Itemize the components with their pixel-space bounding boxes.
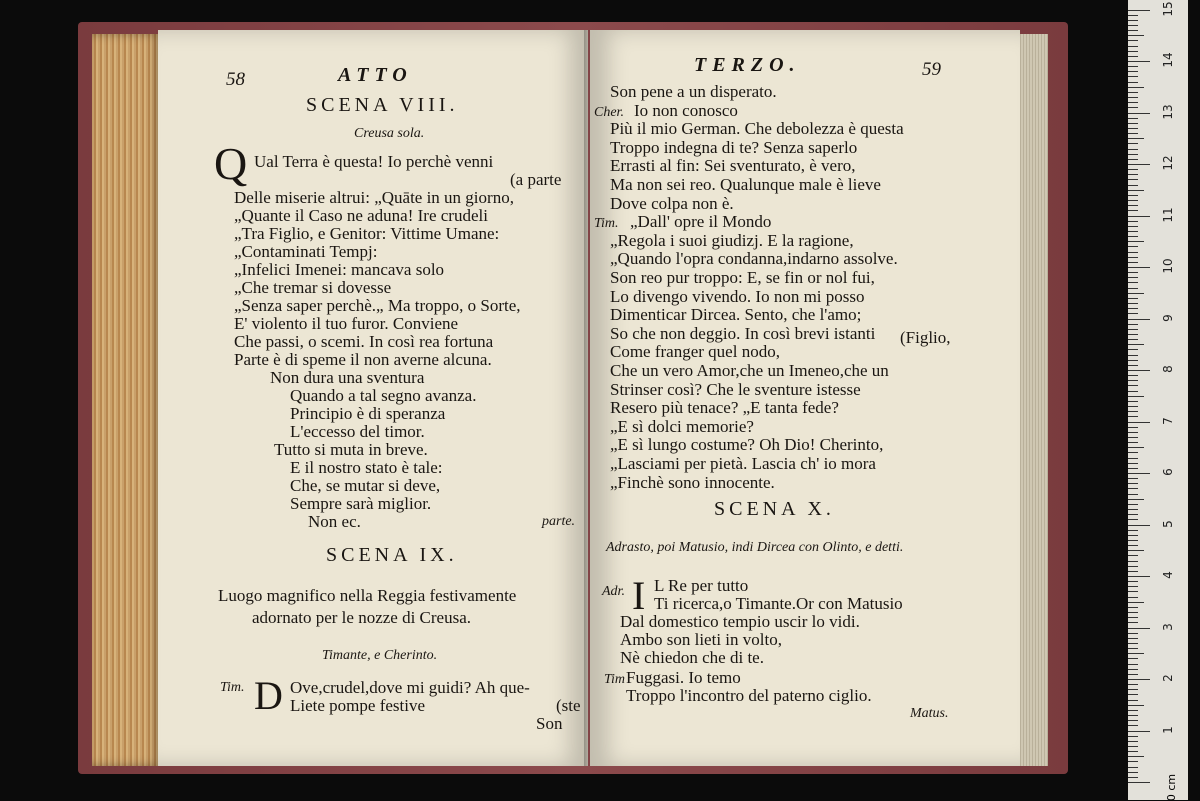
verse-line: „E sì lungo costume? Oh Dio! Cherinto, (610, 435, 884, 455)
ruler-number: 5 (1161, 519, 1175, 528)
ruler-tick (1128, 694, 1138, 695)
verse-line: Ambo son lieti in volto, (620, 630, 782, 649)
ruler-tick (1128, 633, 1138, 634)
verse-line: Son reo pur troppo: E, se fin or nol fui, (610, 268, 875, 287)
verse-line: E' violento il tuo furor. Conviene (234, 314, 459, 333)
scene-ix-title: SCENA IX. (326, 544, 458, 566)
verse-line: „Infelici Imenei: mancava solo (234, 260, 445, 279)
ruler-tick (1128, 411, 1138, 412)
ruler-tick (1128, 741, 1138, 742)
ruler-tick (1128, 282, 1138, 283)
ruler-tick (1128, 391, 1138, 392)
ruler-number: 2 (1161, 674, 1175, 682)
ruler-tick (1128, 298, 1138, 299)
ruler-tick (1128, 277, 1138, 278)
verse-line: Io non conosco (634, 100, 738, 120)
verse-line: Errasti al fin: Sei sventurato, è vero, (610, 156, 856, 176)
ruler-tick (1128, 15, 1138, 16)
verse-line: Dimenticar Dircea. Sento, che l'amo; (610, 305, 862, 325)
verse-line: Resero più tenace? „E tanta fede? (610, 398, 839, 418)
ruler-tick (1128, 303, 1138, 304)
ruler-tick (1128, 638, 1138, 639)
ruler-tick (1128, 622, 1138, 623)
page-edges-left (92, 34, 162, 766)
verse-line: Che un vero Amor,che un Imeneo,che un (610, 361, 889, 380)
ruler-tick (1128, 607, 1138, 608)
ruler-tick (1128, 483, 1138, 484)
ruler-tick (1128, 700, 1138, 701)
ruler-tick (1128, 355, 1138, 356)
ruler-tick (1128, 200, 1138, 201)
ruler-tick (1128, 102, 1138, 103)
ruler-number: 13 (1161, 103, 1175, 120)
ruler-number: 8 (1161, 365, 1175, 373)
ruler-tick (1128, 720, 1138, 721)
verse-line: „Quando l'opra condanna,indarno assolve. (610, 249, 898, 269)
verse-line: „Quante il Caso ne aduna! Ire crudeli (234, 206, 488, 225)
ruler-tick (1128, 288, 1138, 289)
ruler-number: 10 (1161, 258, 1175, 274)
ruler-tick (1128, 138, 1144, 139)
ruler-number: 9 (1161, 313, 1175, 322)
ruler-tick (1128, 576, 1150, 577)
ruler-tick (1128, 51, 1138, 52)
ruler-tick (1128, 679, 1150, 680)
ruler-tick (1128, 504, 1138, 505)
verse-line: parte. (542, 514, 576, 529)
ruler-tick (1128, 380, 1138, 381)
scene-title: SCENA VIII. (306, 94, 459, 116)
left-page (158, 30, 588, 766)
verse-line: Non dura una sventura (270, 368, 425, 387)
ruler-tick (1128, 195, 1138, 196)
ruler-tick (1128, 746, 1138, 747)
ruler-tick (1128, 401, 1138, 402)
ruler-tick (1128, 488, 1138, 489)
ruler-tick (1128, 113, 1150, 114)
page-number: 59 (922, 59, 941, 80)
ruler-tick (1128, 123, 1138, 124)
verse-line: Nè chiedon che di te. (620, 648, 764, 667)
verse-line: Come franger quel nodo, (610, 342, 780, 362)
ruler-tick (1128, 25, 1138, 26)
ruler-tick (1128, 777, 1138, 778)
ruler-tick (1128, 432, 1138, 433)
ruler-tick (1128, 339, 1138, 340)
ruler-tick (1128, 416, 1138, 417)
ruler-tick (1128, 396, 1144, 397)
ruler-tick (1128, 586, 1138, 587)
ruler-unit: 0 cm (1165, 773, 1179, 801)
ruler-tick (1128, 385, 1138, 386)
ruler-tick (1128, 370, 1150, 371)
ruler-tick (1128, 540, 1138, 541)
verse-line: Parte è di speme il non averne alcuna. (234, 350, 492, 369)
ruler-tick (1128, 262, 1138, 263)
page-edges-right (1018, 34, 1048, 766)
ruler-tick (1128, 499, 1144, 500)
verse-line: „Finchè sono innocente. (610, 472, 775, 492)
ruler-tick (1128, 658, 1138, 659)
ruler-number: 7 (1161, 416, 1175, 425)
ruler-tick (1128, 344, 1144, 345)
ruler-tick (1128, 210, 1138, 211)
ruler-tick (1128, 519, 1138, 520)
verse-line: Dal domestico tempio uscir lo vidi. (620, 612, 860, 631)
ruler-tick (1128, 252, 1138, 253)
ruler-tick (1128, 751, 1138, 752)
ruler-tick (1128, 581, 1138, 582)
ruler-tick (1128, 653, 1144, 654)
ruler-tick (1128, 669, 1138, 670)
dropcap: D (254, 673, 283, 718)
ruler-tick (1128, 422, 1150, 423)
ruler-tick (1128, 143, 1138, 144)
ruler-tick (1128, 231, 1138, 232)
ruler-number: 15 (1161, 0, 1175, 17)
ruler-tick (1128, 241, 1144, 242)
ruler-tick (1128, 725, 1138, 726)
ruler-tick (1128, 164, 1150, 165)
ruler-tick (1128, 458, 1138, 459)
ruler-tick (1128, 128, 1138, 129)
ruler-tick (1128, 437, 1138, 438)
verse-line: Sempre sarà miglior. (290, 494, 432, 513)
verse-line: L'eccesso del timor. (290, 422, 425, 441)
ruler-tick (1128, 509, 1138, 510)
ruler-tick (1128, 92, 1138, 93)
ruler-tick (1128, 375, 1138, 376)
ruler-tick (1128, 154, 1138, 155)
verse-line: Ove,crudel,dove mi guidi? Ah que- (290, 678, 530, 697)
verse-line: Ti ricerca,o Timante.Or con Matusio (654, 594, 903, 613)
ruler-tick (1128, 216, 1150, 217)
verse-line: „Tra Figlio, e Genitor: Vittime Umane: (234, 224, 500, 243)
ruler-tick (1128, 530, 1138, 531)
ruler-tick (1128, 66, 1138, 67)
ruler-tick (1128, 360, 1138, 361)
ruler-tick (1128, 97, 1138, 98)
ruler-tick (1128, 612, 1138, 613)
ruler-tick (1128, 674, 1138, 675)
verse-line: „E sì dolci memorie? (610, 416, 754, 436)
verse-line: „Lasciami per pietà. Lascia ch' io mora (610, 454, 876, 473)
ruler-tick (1128, 82, 1138, 83)
ruler-tick (1128, 478, 1138, 479)
ruler-tick (1128, 643, 1138, 644)
ruler-tick (1128, 561, 1138, 562)
ruler-tick (1128, 221, 1138, 222)
ruler-number: 3 (1161, 622, 1175, 631)
ruler-tick (1128, 10, 1150, 11)
ruler-tick (1128, 597, 1138, 598)
ruler-tick (1128, 555, 1138, 556)
ruler-tick (1128, 61, 1150, 62)
character-line: Creusa sola. (354, 126, 425, 141)
ruler-tick (1128, 159, 1138, 160)
ruler-tick (1128, 710, 1138, 711)
ruler-tick (1128, 406, 1138, 407)
ruler-tick (1128, 566, 1138, 567)
ruler-tick (1128, 705, 1144, 706)
ruler-tick (1128, 617, 1138, 618)
scene-setting: Luogo magnifico nella Reggia festivamente (218, 586, 517, 605)
ruler-tick (1128, 313, 1138, 314)
verse-line: (Figlio, (900, 328, 951, 347)
scene-characters: Adrasto, poi Matusio, indi Dircea con Olinto, e detti. (606, 540, 904, 555)
ruler-tick (1128, 550, 1144, 551)
ruler-tick (1128, 334, 1138, 335)
ruler-tick (1128, 87, 1144, 88)
ruler-number: 6 (1161, 468, 1175, 476)
ruler-tick (1128, 494, 1138, 495)
ruler-number: 14 (1161, 52, 1175, 68)
ruler-tick (1128, 226, 1138, 227)
ruler-tick (1128, 628, 1150, 629)
ruler-tick (1128, 329, 1138, 330)
ruler-tick (1128, 30, 1138, 31)
scene-x-title: SCENA X. (714, 498, 835, 520)
scene-setting: adornato per le nozze di Creusa. (252, 608, 472, 627)
speaker-label: Adr. (602, 584, 625, 599)
ruler-tick (1128, 571, 1138, 572)
ruler-tick (1128, 664, 1138, 665)
ruler-tick (1128, 715, 1138, 716)
ruler-tick (1128, 684, 1138, 685)
verse-line: Che, se mutar si deve, (290, 476, 441, 495)
ruler-tick (1128, 272, 1138, 273)
dropcap: Q (214, 138, 248, 189)
ruler-tick (1128, 76, 1138, 77)
ruler-tick (1128, 71, 1138, 72)
ruler-tick (1128, 689, 1138, 690)
speaker-label: Cher. (594, 104, 624, 120)
ruler-tick (1128, 236, 1138, 237)
ruler-tick (1128, 767, 1138, 768)
right-page (590, 30, 1020, 766)
ruler-tick (1128, 149, 1138, 150)
ruler-number: 4 (1161, 571, 1175, 579)
verse-line: Dove colpa non è. (610, 193, 734, 213)
page-number: 58 (226, 69, 245, 90)
ruler-tick (1128, 473, 1150, 474)
verse-line: „Regola i suoi giudizj. E la ragione, (610, 230, 854, 250)
ruler-tick (1128, 782, 1150, 783)
ruler-tick (1128, 205, 1138, 206)
verse-line: Non ec. (308, 512, 361, 531)
ruler-tick (1128, 535, 1138, 536)
ruler-tick (1128, 35, 1144, 36)
ruler-tick (1128, 267, 1150, 268)
ruler-tick (1128, 602, 1144, 603)
ruler-tick (1128, 308, 1138, 309)
verse-line: Strinser così? Che le sventure istesse (610, 379, 861, 399)
ruler-tick (1128, 56, 1138, 57)
scene-characters: Timante, e Cherinto. (322, 648, 438, 663)
ruler-tick (1128, 324, 1138, 325)
catchword: Son (536, 714, 563, 733)
verse-line: Tutto si muta in breve. (274, 440, 428, 459)
verse-line: Ual Terra è questa! Io perchè venni (254, 152, 494, 171)
ruler-tick (1128, 174, 1138, 175)
verse-line: (ste (556, 696, 581, 715)
ruler-tick (1128, 169, 1138, 170)
verse-line: Delle miserie altrui: „Quāte in un giorno, (234, 188, 514, 207)
speaker-label: Tim. (220, 680, 245, 695)
verse-line: Quando a tal segno avanza. (290, 386, 477, 405)
ruler-tick (1128, 463, 1138, 464)
verse-line: Son pene a un disperato. (610, 82, 777, 101)
ruler-tick (1128, 427, 1138, 428)
ruler-tick (1128, 133, 1138, 134)
running-head: TERZO. (694, 54, 801, 76)
verse-line: Più il mio German. Che debolezza è questa (610, 119, 904, 139)
verse-line: Fuggasi. Io temo (626, 668, 741, 687)
ruler-tick (1128, 525, 1150, 526)
ruler-tick (1128, 20, 1138, 21)
ruler-tick (1128, 756, 1144, 757)
verse-line: Troppo l'incontro del paterno ciglio. (626, 686, 872, 705)
dropcap: I (632, 573, 646, 618)
ruler-tick (1128, 731, 1150, 732)
catchword: Matus. (910, 706, 949, 721)
running-head: ATTO (338, 64, 413, 86)
ruler-tick (1128, 118, 1138, 119)
ruler-tick (1128, 648, 1138, 649)
ruler-tick (1128, 179, 1138, 180)
verse-line: Principio è di speranza (290, 404, 446, 423)
verse-line: Liete pompe festive (290, 696, 426, 715)
ruler-tick (1128, 761, 1138, 762)
ruler-tick (1128, 40, 1138, 41)
ruler-tick (1128, 190, 1144, 191)
ruler-number: 1 (1161, 725, 1175, 734)
verse-line: (a parte (510, 170, 562, 189)
ruler-tick (1128, 447, 1144, 448)
ruler-tick (1128, 442, 1138, 443)
verse-line: „Senza saper perchè.„ Ma troppo, o Sorte, (234, 296, 521, 315)
ruler-tick (1128, 319, 1150, 320)
verse-line: So che non deggio. In così brevi istanti (610, 323, 876, 343)
ruler-tick (1128, 46, 1138, 47)
ruler-tick (1128, 257, 1138, 258)
verse-line: Troppo indegna di te? Senza saperlo (610, 137, 858, 157)
verse-line: E il nostro stato è tale: (290, 458, 443, 477)
verse-line: „Dall' opre il Mondo (630, 212, 772, 232)
ruler-tick (1128, 349, 1138, 350)
verse-line: Lo divengo vivendo. Io non mi posso (610, 286, 865, 306)
ruler-tick (1128, 772, 1138, 773)
ruler-number: 11 (1161, 206, 1175, 223)
ruler-tick (1128, 365, 1138, 366)
verse-line: „Contaminati Tempj: (234, 242, 378, 261)
ruler-tick (1128, 545, 1138, 546)
verse-line: L Re per tutto (654, 576, 749, 595)
measuring-ruler (1128, 0, 1188, 800)
ruler-tick (1128, 514, 1138, 515)
ruler-tick (1128, 452, 1138, 453)
ruler-number: 12 (1161, 155, 1175, 171)
ruler-tick (1128, 736, 1138, 737)
verse-line: Ma non sei reo. Qualunque male è lieve (610, 175, 881, 194)
ruler-tick (1128, 591, 1138, 592)
ruler-tick (1128, 293, 1144, 294)
ruler-tick (1128, 185, 1138, 186)
ruler-tick (1128, 246, 1138, 247)
verse-line: Che passi, o scemi. In così rea fortuna (234, 332, 494, 351)
speaker-label: Tim. (594, 216, 619, 232)
verse-line: „Che tremar si dovesse (234, 278, 392, 297)
speaker-label: Tim (604, 672, 626, 687)
ruler-tick (1128, 468, 1138, 469)
ruler-tick (1128, 107, 1138, 108)
